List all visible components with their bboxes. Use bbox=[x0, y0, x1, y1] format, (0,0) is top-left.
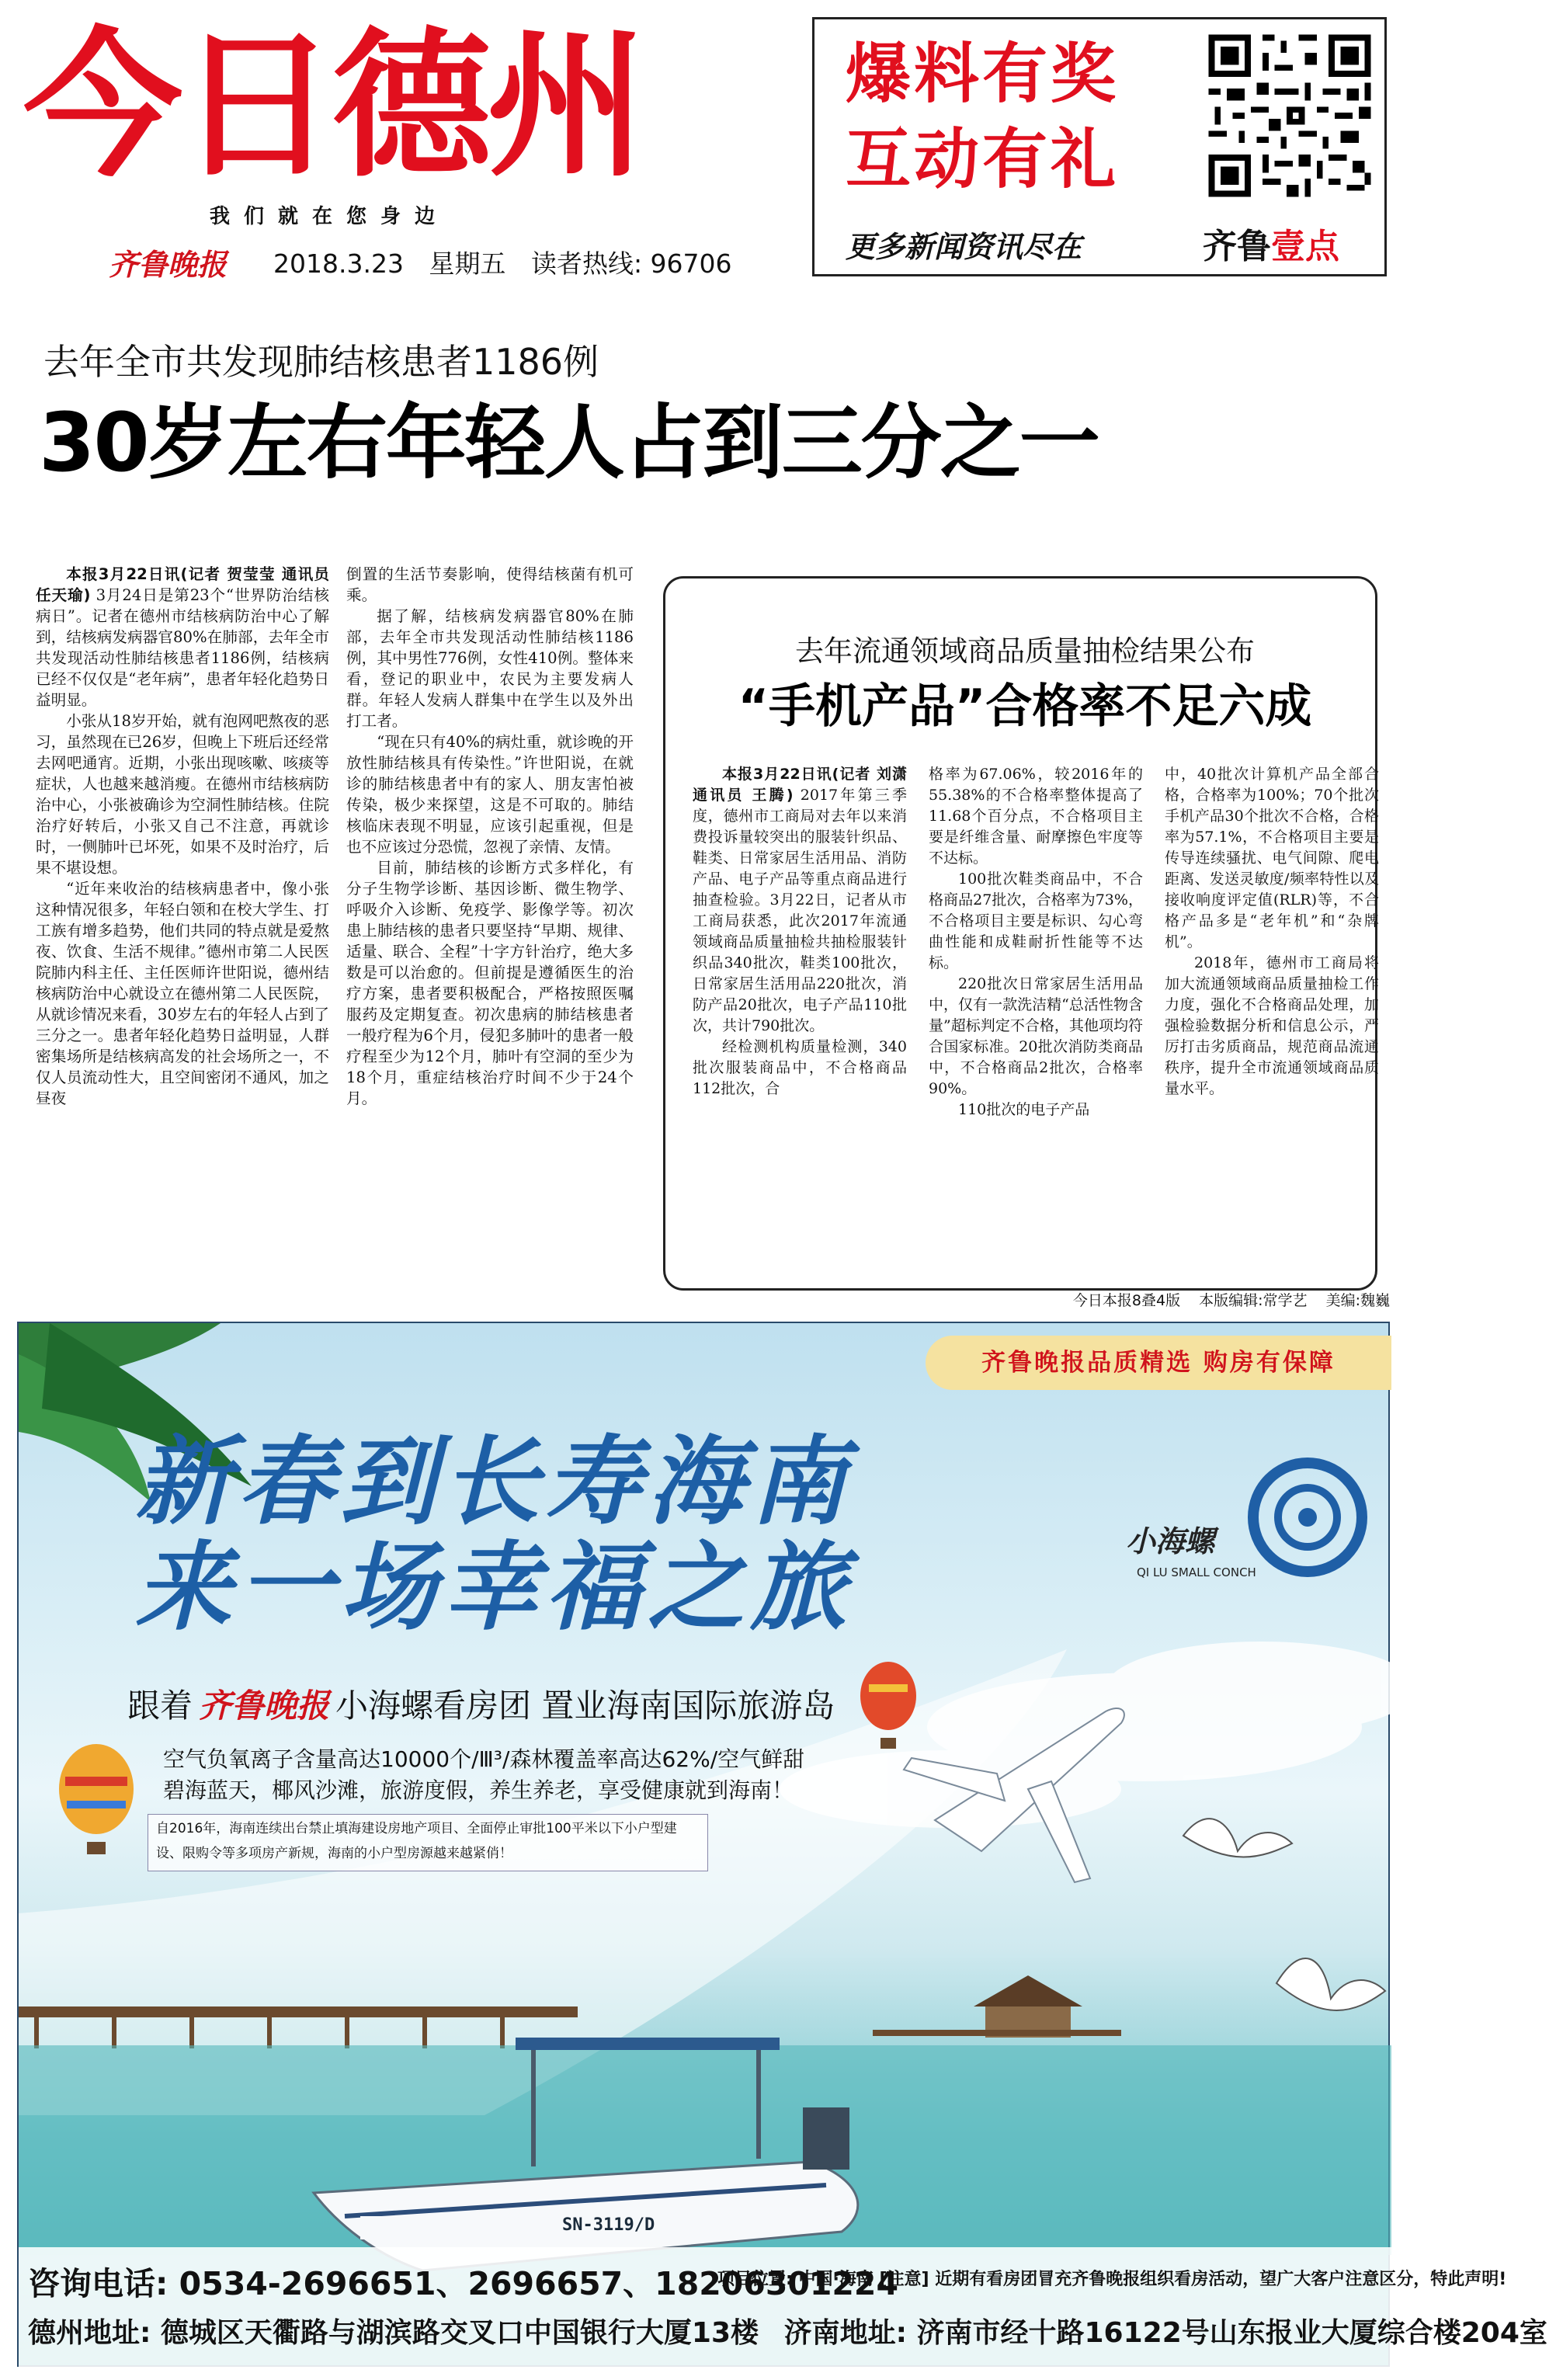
issue-weekday: 星期五 bbox=[429, 248, 506, 279]
lead-paragraph: 据了解，结核病发病器官80%在肺部，去年全市共发现活动性肺结核1186例，其中男性776例，女性410例。整体来看，登记的职业中，农民为主要发病人群。年轻人发病人群集中在学生以及外出打工者。 bbox=[346, 607, 634, 730]
side-byline: 本报3月22日讯(记者 刘潇 通讯员 王腾) bbox=[693, 766, 907, 804]
ad-ribbon: 齐鲁晚报品质精选 购房有保障 bbox=[926, 1336, 1391, 1390]
promo-line-1: 爆料有奖 bbox=[846, 36, 1120, 112]
side-kicker: 去年流通领域商品质量抽检结果公布 bbox=[795, 634, 1255, 668]
seagull-icon bbox=[1183, 1819, 1385, 2010]
designer-credit: 美编:魏巍 bbox=[1325, 1292, 1390, 1309]
issue-date: 2018.3.23 bbox=[273, 248, 404, 279]
ad-feature-1: 空气负氧离子含量高达10000个/Ⅲ³/森林覆盖率高达62%/空气鲜甜 bbox=[163, 1746, 805, 1772]
side-column-1: 本报3月22日讯(记者 刘潇 通讯员 王腾) 2017年第三季度，德州市工商局对去年以来消费投诉量较突出的服装针织品、鞋类、日常家居生活用品、消防产品、电子产品等重点商品进行抽查检验。3月22日，记者从市工商局获悉，此次2017年流通领域商品质量抽检共抽检服装针织品340批次，鞋类100批次，日常家居生活用品220批次，消防产品20批次，电子产品110批次，共计790批次。 经检测机构质量检测，340批次服装商品中，不合格商品112批次，合 bbox=[693, 764, 907, 1308]
side-paragraph: 110批次的电子产品 bbox=[958, 1101, 1090, 1118]
lead-column-2 bbox=[346, 564, 634, 1263]
ad-logo-english: QI LU SMALL CONCH bbox=[1137, 1565, 1256, 1579]
ad-feature-2: 碧海蓝天，椰风沙滩，旅游度假，养生养老，享受健康就到海南！ bbox=[163, 1777, 794, 1803]
page-footer bbox=[1002, 1289, 1390, 1314]
side-paragraph: 格率为67.06%，较2016年的55.38%的不合格率整体提高了11.68个百分点，不合格项目主要是纤维含量、耐摩擦色牢度等不达标。 bbox=[929, 766, 1143, 867]
lead-headline: 30岁左右年轻人占到三分之一 bbox=[39, 395, 1099, 490]
qr-code-icon[interactable] bbox=[1203, 29, 1377, 203]
masthead-dateline bbox=[273, 244, 732, 279]
side-paragraph: 100批次鞋类商品中，不合格商品27批次，合格率为73%，不合格项目主要是标识、勾心弯曲性能和成鞋耐折性能等不达标。 bbox=[929, 870, 1143, 971]
side-paragraph: 经检测机构质量检测，340批次服装商品中，不合格商品112批次，合 bbox=[693, 1038, 907, 1097]
promo-line-2: 互动有礼 bbox=[846, 121, 1120, 197]
lead-column-1: 本报3月22日讯(记者 贺莹莹 通讯员 任天瑜) 3月24日是第23个“世界防治结核病日”。记者在德州市结核病防治中心了解到，结核病发病器官80%在肺部，去年全市共发现活动性肺结核患者1186例，结核病已经不仅仅是“老年病”，患者年轻化趋势日益明显。 小张从18岁开始，就有泡网吧熬夜的恶习，虽然现在已26岁，但晚上下班后还经常去网吧通宵。近期，小张出现咳嗽、咳痰等症状，人也越来越消瘦。在德州市结核病防治中心，小张被确诊为空洞性肺结核。住院治疗好转后，小张又自己不注意，再就诊时，一侧肺叶已坏死，如果不及时治疗，后果不堪设想。 “近年来收治的结核病患者中，像小张这种情况很多，年轻白领和在校大学生、打工族有增多趋势，他们共同的特点就是爱熬夜、饮食、生活不规律。”德州市第二人民医院肺内科主任、主任医师许世阳说，德州结核病防治中心就设立在德州第二人民医院，从就诊情况来看，30岁左右的年轻人占到了三分之一。患者年轻化趋势日益明显，人群密集场所是结核病高发的社会场所之一，不仅人员流动性大，且空间密闭不通风，加之昼夜 bbox=[36, 565, 329, 1107]
lead-paragraph: “现在只有40%的病灶重，就诊晚的开放性肺结核具有传染性。”许世阳说，在就诊的肺结核患者中有的家人、朋友害怕被传染，极少来探望，这是不可取的。肺结核临床表现不明显，应该引起重视，但是也不应该过分恐慌，忽视了亲情、友情。 bbox=[346, 733, 634, 856]
ad-logo-text: 小海螺 bbox=[1126, 1524, 1215, 1558]
ad-addresses bbox=[28, 2311, 1547, 2354]
conch-logo-icon bbox=[1253, 1463, 1362, 1572]
side-paragraph: 220批次日常家居生活用品中，仅有一款洗洁精“总活性物含量”超标判定不合格，其他项均符合国家标准。20批次消防类商品中，不合格商品2批次，合格率90%。 bbox=[929, 975, 1143, 1097]
promo-more: 更多新闻资讯尽在 bbox=[846, 229, 1082, 264]
side-paragraph: 中，40批次计算机产品全部合格，合格率为100%；70个批次手机产品30个批次不合格，合格率为57.1%，不合格项目主要是传导连续骚扰、电气间隙、爬电距离、发送灵敏度/频率特性以及接收响度评定值(RLR)等，不合格产品多是“老年机”和“杂牌机”。 bbox=[1165, 766, 1379, 950]
side-paragraph: 2018年，德州市工商局将加大流通领域商品质量抽检工作力度，强化不合格商品处理，加强检验数据分析和信息公示，严厉打击劣质商品，规范商品流通秩序，提升全市流通领域商品质量水平。 bbox=[1165, 954, 1379, 1097]
ad-title-line-1: 新春到长寿海南 bbox=[135, 1426, 853, 1538]
edition-info: 今日本报8叠4版 bbox=[1072, 1292, 1181, 1309]
ad-contact-bar bbox=[19, 2247, 1547, 2368]
promo-brand: 齐鲁壹点 bbox=[1203, 227, 1339, 266]
ad-phone: 咨询电话: 0534-2696651、2696657、18206301224 bbox=[28, 2265, 898, 2302]
ad-address-jinan: 济南地址: 济南市经十路16122号山东报业大厦综合楼204室 bbox=[783, 2317, 1547, 2349]
real-estate-ad bbox=[17, 1322, 1547, 2367]
lead-kicker: 去年全市共发现肺结核患者1186例 bbox=[43, 341, 599, 383]
ad-follow-line: 跟着 齐鲁晚报 小海螺看房团 置业海南国际旅游岛 bbox=[127, 1687, 835, 1725]
masthead-brand: 齐鲁晚报 bbox=[109, 247, 228, 282]
masthead-slogan: 我们就在您身边 bbox=[210, 205, 450, 228]
ad-title-line-2: 来一场幸福之旅 bbox=[135, 1532, 853, 1644]
side-headline: “手机产品”合格率不足六成 bbox=[738, 679, 1312, 734]
ad-address-dezhou: 德州地址: 德城区天衢路与湖滨路交叉口中国银行大厦13楼 bbox=[28, 2317, 759, 2349]
ad-follow-brand: 齐鲁晚报 bbox=[199, 1687, 330, 1725]
reader-hotline: 读者热线: 96706 bbox=[530, 248, 732, 279]
promo-box bbox=[812, 17, 1387, 276]
lead-paragraph: 小张从18岁开始，就有泡网吧熬夜的恶习，虽然现在已26岁，但晚上下班后还经常去网吧通宵。近期，小张出现咳嗽、咳痰等症状，人也越来越消瘦。在德州市结核病防治中心，小张被确诊为空洞性肺结核。住院治疗好转后，小张又自己不注意，再就诊时，一侧肺叶已坏死，如果不及时治疗，后果不堪设想。 bbox=[36, 712, 329, 877]
side-column-2 bbox=[929, 764, 1143, 1308]
editor-credit: 本版编辑:常学艺 bbox=[1199, 1292, 1308, 1309]
lead-paragraph: 倒置的生活节奏影响，使得结核菌有机可乘。 bbox=[346, 565, 634, 604]
lead-paragraph: “近年来收治的结核病患者中，像小张这种情况很多，年轻白领和在校大学生、打工族有增多趋势，他们共同的特点就是爱熬夜、饮食、生活不规律。”德州市第二人民医院肺内科主任、主任医师许世阳说，德州结核病防治中心就设立在德州第二人民医院，从就诊情况来看，30岁左右的年轻人占到了三分之一。患者年轻化趋势日益明显，人群密集场所是结核病高发的社会场所之一，不仅人员流动性大，且空间密闭不通风，加之昼夜 bbox=[36, 880, 329, 1107]
ad-notice: 自2016年，海南连续出台禁止填海建设房地产项目、全面停止审批100平米以下小户型建设、限购令等多项房产新规，海南的小户型房源越来越紧俏！ bbox=[148, 1814, 708, 1871]
lead-byline: 本报3月22日讯(记者 贺莹莹 通讯员 任天瑜) bbox=[36, 565, 329, 604]
boat-registration: SN-3119/D bbox=[562, 2215, 655, 2235]
side-column-3 bbox=[1165, 764, 1379, 1308]
ad-phone-note: 项目位置: 中国·海南 [注意] 近期有看房团冒充齐鲁晚报组织看房活动，望广大客户注意区分，特此声明! bbox=[717, 2270, 1507, 2289]
masthead-title: 今日德州 bbox=[23, 14, 641, 199]
lead-paragraph: 目前，肺结核的诊断方式多样化，有分子生物学诊断、基因诊断、微生物学、呼吸介入诊断、免疫学、影像学等。初次患上肺结核的患者只要坚持“早期、规律、适量、联合、全程”十字方针治疗，绝大多数是可以治愈的。但前提是遵循医生的治疗方案，患者要积极配合，严格按照医嘱服药及定期复查。初次患病的肺结核患者一般疗程为6个月，侵犯多肺叶的患者一般疗程至少为12个月，肺叶有空洞的至少为18个月，重症结核治疗时间不少于24个月。 bbox=[346, 859, 634, 1107]
